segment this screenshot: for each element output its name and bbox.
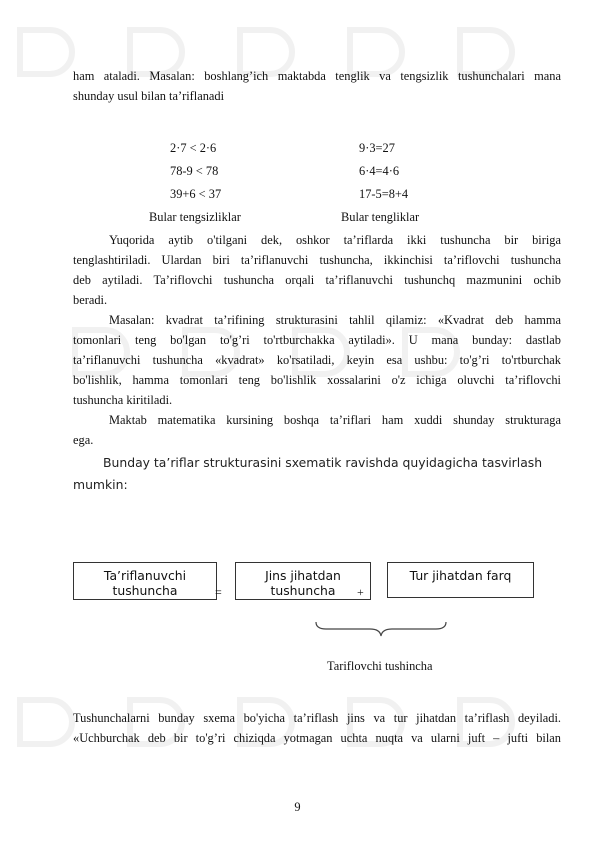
schema-intro: [73, 452, 561, 496]
equals-sign: =: [215, 585, 222, 599]
inequality-example: 2·7 < 2·6: [170, 141, 217, 155]
text-line: tushuncha kiritiladi.: [73, 393, 173, 407]
page-number: 9: [294, 800, 301, 814]
intro-paragraph: [73, 66, 561, 106]
text-line: ta’riflanuvchi tushuncha «kvadrat» ko'rsatiladi, keyin esa ushbu: to'g’ri to'rtburchak: [73, 353, 561, 367]
text-line: tomonlari teng bo'lgan to'g’ri to'rtburchakka aytiladi». U mana bunday: dastlab: [73, 333, 561, 347]
text-line: ega.: [73, 433, 94, 447]
paragraph-school-course: [73, 410, 561, 450]
text-line: Tushunchalarni bunday sxema bo'yicha ta’riflash jins va tur jihatdan ta’riflash deyiladi.: [73, 711, 561, 725]
paragraph-square-example: [73, 310, 561, 410]
curly-brace: [310, 620, 452, 640]
plus-sign: +: [357, 585, 364, 599]
text-line: ham ataladi. Masalan: boshlang’ich maktabda tenglik va tengsizlik tushunchalari mana: [73, 69, 561, 83]
box-label: Tur jihatdan farq: [409, 568, 512, 583]
text-line: Maktab matematika kursining boshqa ta’riflari ham xuddi shunday strukturaga: [109, 413, 561, 427]
box-label: Ta’riflanuvchi tushuncha: [103, 568, 187, 598]
text-line: tenglashtiriladi. Ulardan biri ta’riflanuvchi tushuncha, ikkinchisi ta’riflovchi tushuncha: [73, 253, 561, 267]
inequality-label: Bular tengsizliklar: [149, 210, 241, 224]
text-line: mumkin:: [73, 477, 128, 492]
inequality-example: 78-9 < 78: [170, 164, 219, 178]
text-line: beradi.: [73, 293, 108, 307]
equality-example: 6·4=4·6: [359, 164, 400, 178]
box-label: Jins jihatdan tushuncha: [265, 568, 341, 598]
genus-concept-box: [235, 562, 371, 600]
text-line: Masalan: kvadrat ta’rifining strukturasini tahlil qilamiz: «Kvadrat deb hamma: [109, 313, 561, 327]
equality-example: 9·3=27: [359, 141, 395, 155]
text-line: «Uchburchak deb bir to'g’ri chiziqda yotmagan uchta nuqta va ularni juft – jufti bilan: [73, 731, 561, 745]
text-line: bo'lishlik, hamma tomonlari teng bo'lishlik xossalarini o'z ichiga oluvchi ta’riflovchi: [73, 373, 561, 387]
defined-concept-box: [73, 562, 217, 600]
text-line: deb aytiladi. Ta’riflovchi tushuncha orqali ta’riflanuvchi tushunchq mazmunini ochib: [73, 273, 561, 287]
equality-label: Bular tengliklar: [341, 210, 420, 224]
text-line: shunday usul bilan ta’riflanadi: [73, 89, 225, 103]
text-line: Yuqorida aytib o'tilgani dek, oshkor ta’riflarda ikki tushuncha bir biriga: [109, 233, 561, 247]
paragraph-structure: [73, 230, 561, 310]
defining-concept-label: Tariflovchi tushincha: [327, 659, 433, 673]
text-line: Bunday ta’riflar strukturasini sxematik ravishda quyidagicha tasvirlash: [103, 455, 543, 470]
species-difference-box: [387, 562, 534, 598]
inequality-example: 39+6 < 37: [170, 187, 222, 201]
paragraph-genus-species: [73, 708, 561, 748]
equality-example: 17-5=8+4: [359, 187, 409, 201]
